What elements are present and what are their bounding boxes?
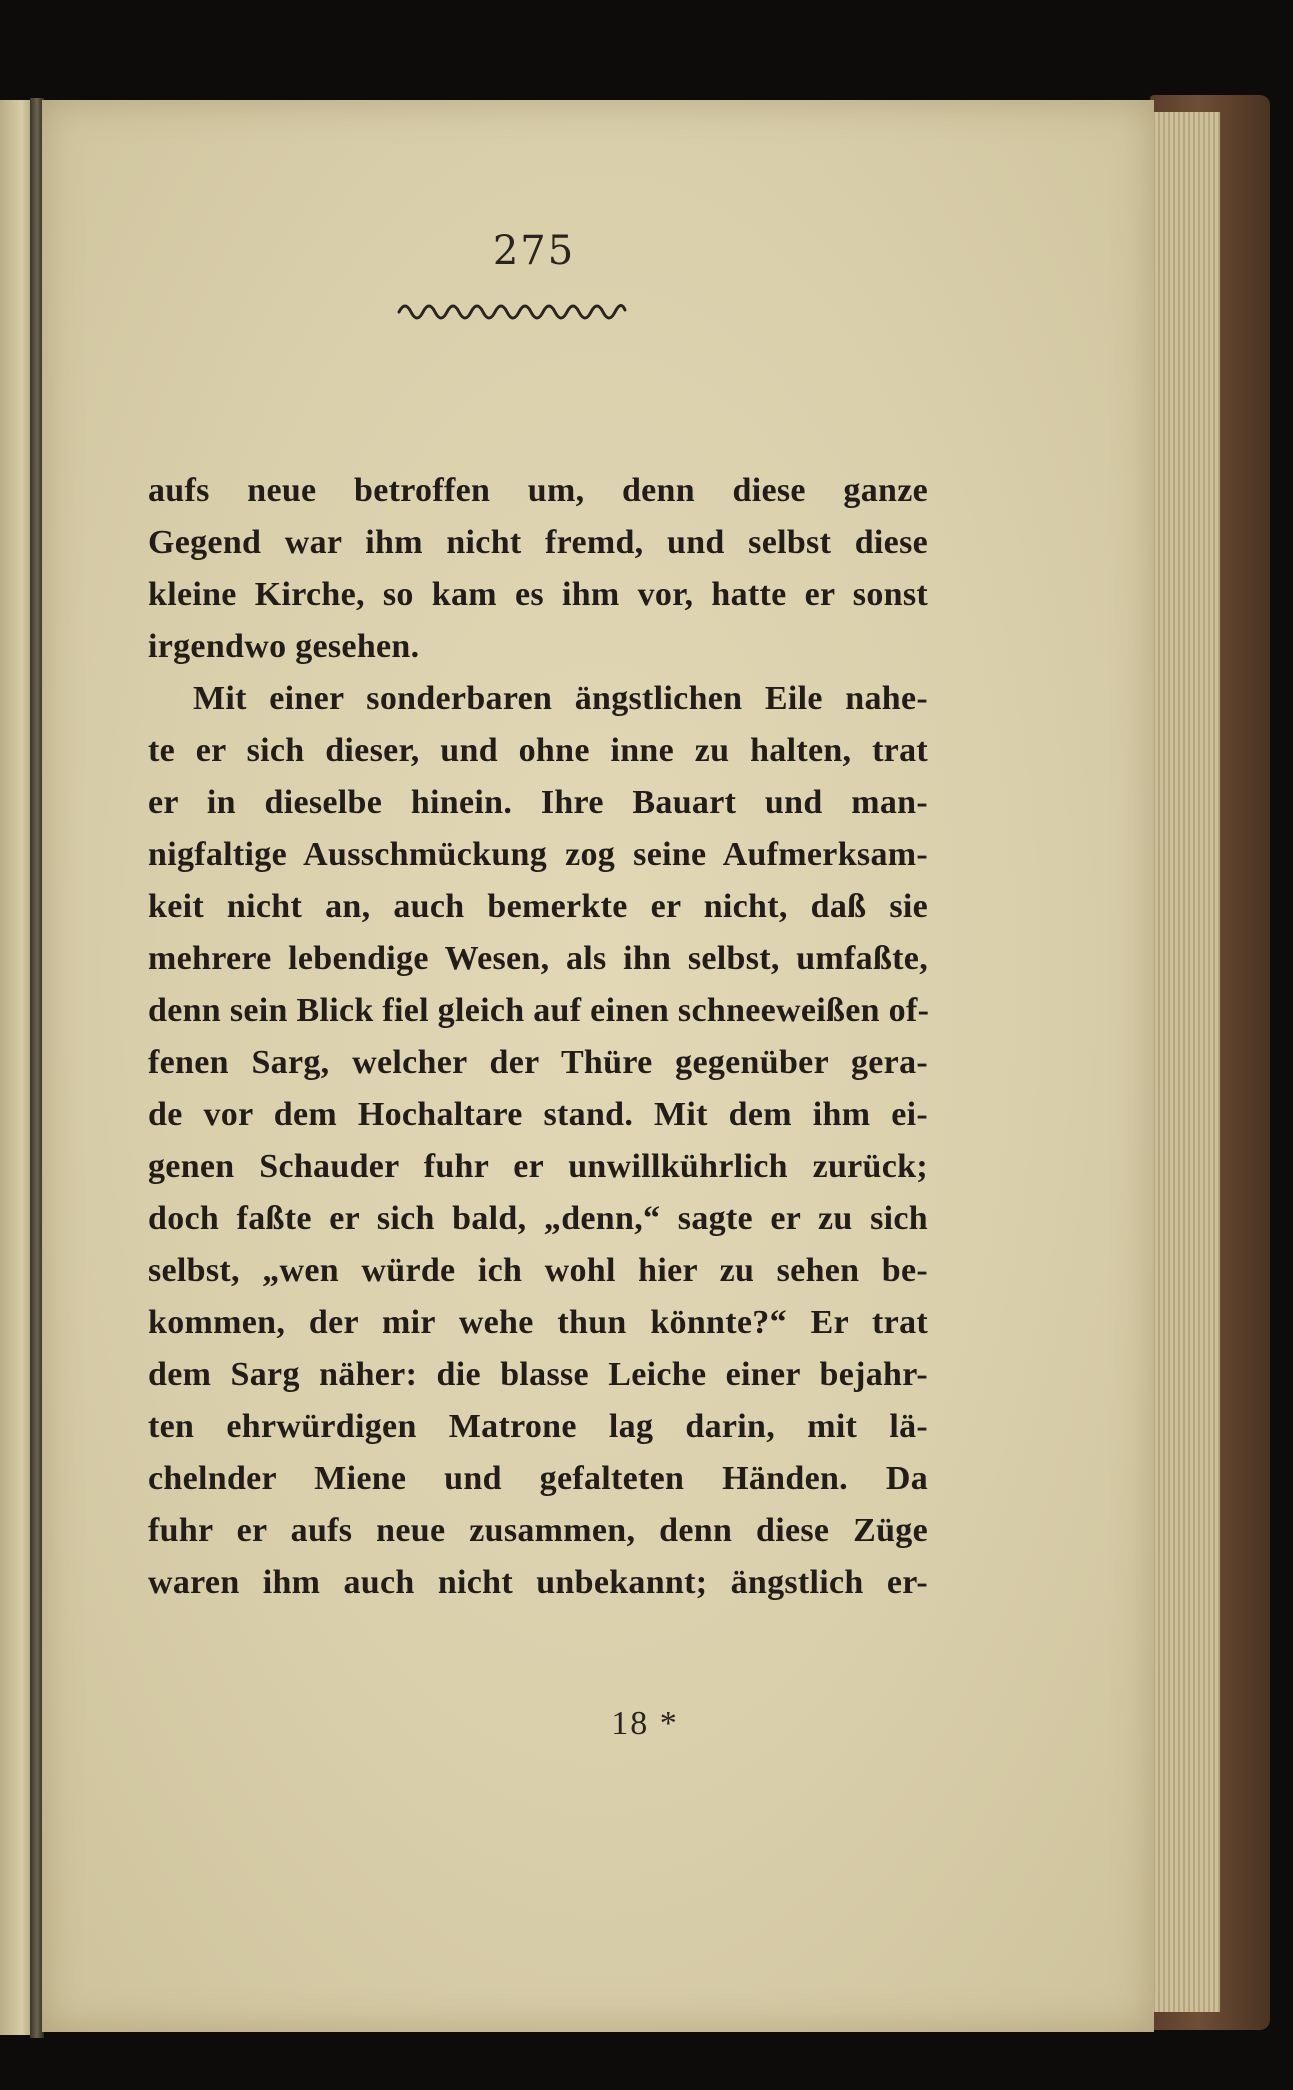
text-line: de vor dem Hochaltare stand. Mit dem ihm ei-	[148, 1096, 928, 1133]
text-line: waren ihm auch nicht unbekannt; ängstlich er-	[148, 1564, 928, 1601]
text-line: genen Schauder fuhr er unwillkührlich zurück;	[148, 1148, 928, 1185]
page-edges	[1150, 112, 1220, 2012]
text-line: ten ehrwürdigen Matrone lag darin, mit lä-	[148, 1408, 928, 1445]
text-line: kommen, der mir wehe thun könnte?“ Er trat	[148, 1304, 928, 1341]
body-text	[148, 465, 928, 1609]
text-line: doch faßte er sich bald, „denn,“ sagte er zu sich	[148, 1200, 928, 1237]
text-line: irgendwo gesehen.	[148, 628, 420, 665]
wave-ornament	[397, 298, 627, 322]
text-line: te er sich dieser, und ohne inne zu halten, trat	[148, 732, 928, 769]
text-line: denn sein Blick fiel gleich auf einen schneeweißen of-	[148, 992, 930, 1029]
text-line: selbst, „wen würde ich wohl hier zu sehen be-	[148, 1252, 928, 1289]
text-line: aufs neue betroffen um, denn diese ganze	[148, 472, 928, 509]
signature-mark: 18 *	[611, 1705, 679, 1742]
text-line: Mit einer sonderbaren ängstlichen Eile nahe-	[193, 680, 928, 717]
page-number: 275	[492, 228, 576, 274]
text-line: Gegend war ihm nicht fremd, und selbst diese	[148, 524, 928, 561]
text-line: nigfaltige Ausschmückung zog seine Aufmerksam-	[148, 836, 928, 873]
text-line: mehrere lebendige Wesen, als ihn selbst, umfaßte,	[148, 940, 928, 977]
text-line: fuhr er aufs neue zusammen, denn diese Züge	[148, 1512, 928, 1549]
text-line: er in dieselbe hinein. Ihre Bauart und man-	[148, 784, 928, 821]
text-line: fenen Sarg, welcher der Thüre gegenüber gera-	[148, 1044, 928, 1081]
text-line: dem Sarg näher: die blasse Leiche einer bejahr-	[148, 1356, 928, 1393]
text-line: chelnder Miene und gefalteten Händen. Da	[148, 1460, 928, 1497]
text-line: keit nicht an, auch bemerkte er nicht, daß sie	[148, 888, 928, 925]
text-line: kleine Kirche, so kam es ihm vor, hatte er sonst	[148, 576, 928, 613]
